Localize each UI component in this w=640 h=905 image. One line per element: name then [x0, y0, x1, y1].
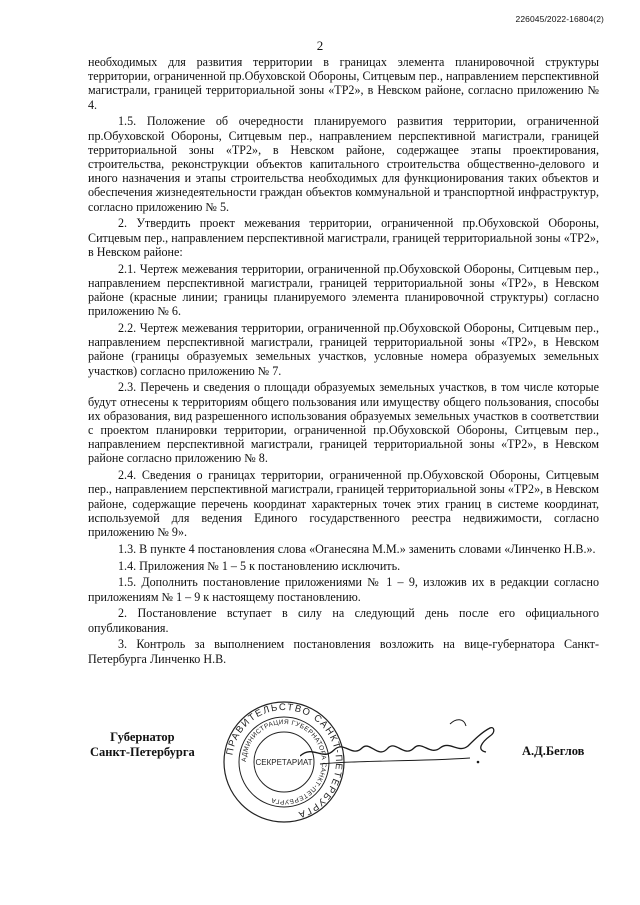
paragraph: 1.5. Дополнить постановление приложениями № 1 – 9, изложив их в редакции согласно приложениям № 1 – 9 к настоящему постановлению.: [88, 575, 599, 604]
paragraph: 2.2. Чертеж межевания территории, ограниченной пр.Обуховской Обороны, Ситцевым пер., направлением перспективной магистрали, границей территориальной зоны «ТР2», в Невском районе (границы образуемых земельных участков, условные номера образуемых земельных участков) согласно приложению № 7.: [88, 321, 599, 378]
paragraph: 2.3. Перечень и сведения о площади образуемых земельных участков, в том числе которые будут отнесены к территориям общего пользования или имуществу общего пользования, способы их образования, вид разрешенного использования образуемых земельных участков в соответствии с проектом планировки территории, ограниченной пр.Обуховской Обороны, Ситцевым пер., направлением перспективной магистрали, границей территориальной зоны «ТР2», в Невском районе согласно приложению № 8.: [88, 380, 599, 466]
document-id: 226045/2022-16804(2): [515, 14, 604, 24]
page-number: 2: [316, 38, 324, 53]
signatory-title-line2: Санкт-Петербурга: [90, 744, 195, 759]
paragraph: 3. Контроль за выполнением постановления возложить на вице-губернатора Санкт-Петербурга Линченко Н.В.: [88, 637, 599, 666]
signatory-name: А.Д.Беглов: [522, 744, 585, 758]
seal-inner-text: АДМИНИСТРАЦИЯ ГУБЕРНАТОРА САНКТ-ПЕТЕРБУРГА: [240, 718, 328, 806]
handwritten-signature: [300, 714, 500, 784]
document-body: [88, 55, 599, 668]
paragraph: необходимых для развития территории в границах элемента планировочной структуры территории, ограниченной пр.Обуховской Обороны, Ситцевым пер., направлением перспективной магистрали, границей территориальной зоны «ТР2», в Невском районе, согласно приложению № 4.: [88, 55, 599, 112]
paragraph: 2.1. Чертеж межевания территории, ограниченной пр.Обуховской Обороны, Ситцевым пер., направлением перспективной магистрали, границей территориальной зоны «ТР2», в Невском районе (красные линии; границы планируемого элемента планировочной структуры) согласно приложению № 6.: [88, 261, 599, 319]
paragraph: 2. Постановление вступает в силу на следующий день после его официального опубликования.: [88, 606, 599, 635]
paragraph: 2.4. Сведения о границах территории, ограниченной пр.Обуховской Обороны, Ситцевым пер., направлением перспективной магистрали, границей территориальной зоны «ТР2», в Невском районе, содержащие перечень координат характерных точек этих границ в системе координат, используемой для ведения Единого государственного реестра недвижимости, согласно приложению № 9».: [88, 468, 599, 540]
paragraph: 2. Утвердить проект межевания территории, ограниченной пр.Обуховской Обороны, Ситцевым пер., направлением перспективной магистрали, границей территориальной зоны «ТР2», в Невском районе:: [88, 216, 599, 259]
seal-center-text: СЕКРЕТАРИАТ: [255, 758, 313, 767]
signatory-title: [90, 730, 195, 759]
signatory-title-line1: Губернатор: [110, 730, 175, 744]
paragraph: 1.5. Положение об очередности планируемого развития территории, ограниченной пр.Обуховской Обороны, Ситцевым пер., направлением перспективной магистрали, границей территориальной зоны «ТР2», в Невском районе, содержащее этапы проектирования, строительства, реконструкции объектов капитального строительства общественно-делового и иного назначения и этапы строительства необходимых для функционирования таких объектов и обеспечения жизнедеятельности граждан объектов коммунальной и транспортной инфраструктур, согласно приложению № 5.: [88, 114, 599, 214]
signature-block: [0, 700, 640, 830]
paragraph: 1.3. В пункте 4 постановления слова «Оганесяна М.М.» заменить словами «Линченко Н.В.».: [118, 541, 596, 556]
seal-outer-text: ПРАВИТЕЛЬСТВО САНКТ-ПЕТЕРБУРГА: [224, 701, 345, 821]
paragraph: 1.4. Приложения № 1 – 5 к постановлению исключить.: [118, 558, 401, 573]
